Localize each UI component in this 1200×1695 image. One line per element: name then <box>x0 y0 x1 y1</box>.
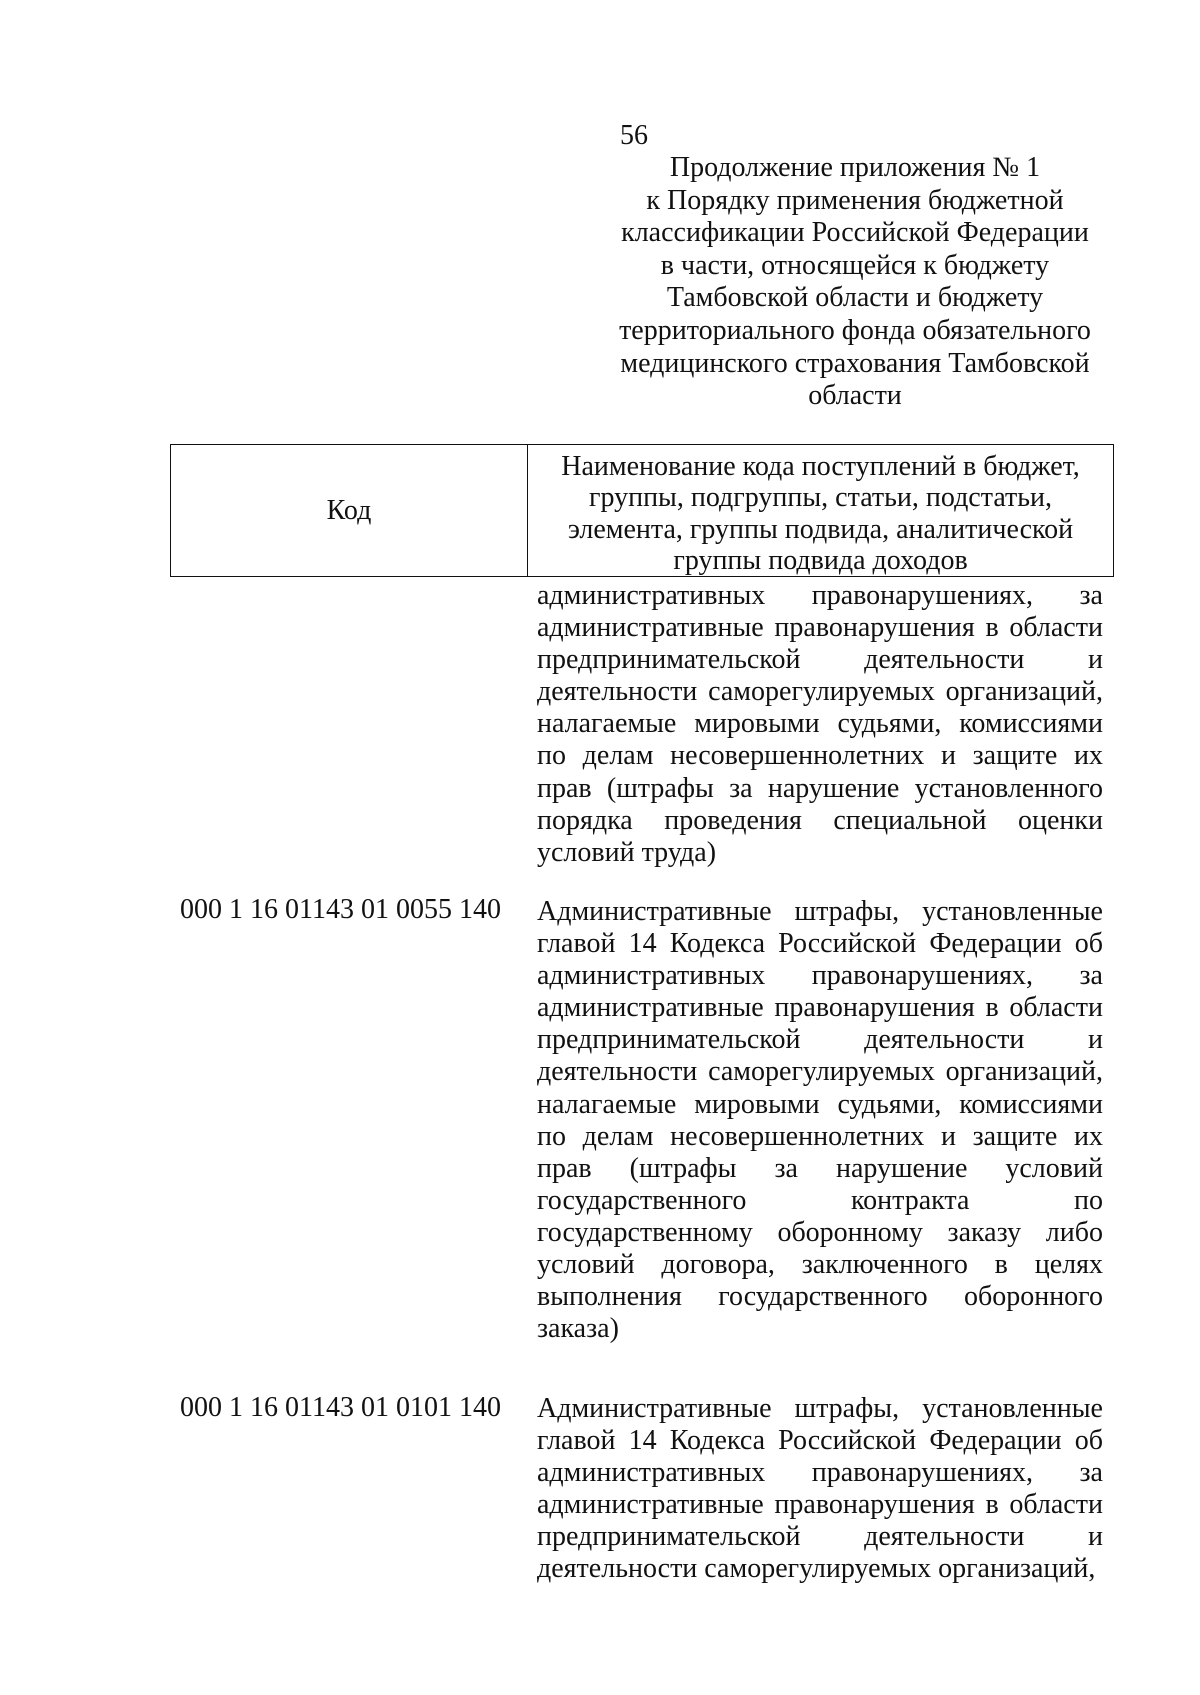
text-line: административные правонарушения в области <box>537 1489 1103 1521</box>
text-line: по делам несовершеннолетних и защите их <box>537 740 1103 772</box>
text-line: прав (штрафы за нарушение установленного <box>537 772 1103 804</box>
text-line: по делам несовершеннолетних и защите их <box>537 1120 1103 1152</box>
table-divider <box>170 576 527 577</box>
text-line: главой 14 Кодекса Российской Федерации об <box>537 1425 1103 1457</box>
header-name-line: элемента, группы подвида, аналитической <box>567 513 1074 545</box>
text-line: деятельности саморегулируемых организаций, <box>537 1056 1103 1088</box>
page-number: 56 <box>620 120 648 151</box>
text-line: административных правонарушениях, за <box>537 1457 1103 1489</box>
text-line: деятельности саморегулируемых организаций, <box>537 676 1103 708</box>
text-line: административные правонарушения в области <box>537 612 1103 644</box>
header-code-cell <box>171 445 528 576</box>
appendix-header-line: территориального фонда обязательного <box>619 314 1091 346</box>
header-name-line: Наименование кода поступлений в бюджет, <box>561 451 1080 482</box>
text-line: заказа) <box>537 1313 619 1345</box>
header-name-line: группы подвида доходов <box>673 545 968 577</box>
appendix-header-line: Продолжение приложения № 1 <box>669 152 1041 183</box>
appendix-header-line: Тамбовской области и бюджету <box>666 282 1044 314</box>
appendix-header-line: медицинского страхования Тамбовской <box>620 347 1090 379</box>
text-line: условий договора, заключенного в целях <box>537 1249 1103 1281</box>
continuation-description <box>537 580 1103 869</box>
appendix-header-line: классификации Российской Федерации <box>621 217 1089 249</box>
row-description <box>537 896 1103 1345</box>
text-line: государственному оборонному заказу либо <box>537 1216 1103 1248</box>
appendix-header-line: области <box>808 380 902 412</box>
text-line: прав (штрафы за нарушение условий <box>537 1152 1103 1184</box>
text-line: государственного контракта по <box>537 1184 1103 1216</box>
text-line: предпринимательской деятельности и <box>537 1024 1103 1056</box>
text-line: административные правонарушения в области <box>537 992 1103 1024</box>
appendix-header-line: в части, относящейся к бюджету <box>660 249 1050 281</box>
text-line: налагаемые мировыми судьями, комиссиями <box>537 708 1103 740</box>
text-line: выполнения государственного оборонного <box>537 1281 1103 1313</box>
table-header <box>170 444 1114 577</box>
text-line: предпринимательской деятельности и <box>537 1521 1103 1553</box>
appendix-header-line: к Порядку применения бюджетной <box>646 184 1064 216</box>
appendix-header <box>615 152 1095 413</box>
text-line: порядка проведения специальной оценки <box>537 804 1103 836</box>
text-line: предпринимательской деятельности и <box>537 644 1103 676</box>
row-code: 000 1 16 01143 01 0055 140 <box>180 894 501 925</box>
header-name-cell <box>528 445 1113 576</box>
text-line: административных правонарушениях, за <box>537 960 1103 992</box>
text-line: Административные штрафы, установленные <box>537 896 1103 927</box>
header-code-label: Код <box>326 494 372 526</box>
text-line: условий труда) <box>537 836 717 868</box>
row-description <box>537 1393 1103 1586</box>
text-line: деятельности саморегулируемых организаций, <box>537 1553 1096 1585</box>
text-line: административных правонарушениях, за <box>537 580 1103 611</box>
text-line: налагаемые мировыми судьями, комиссиями <box>537 1088 1103 1120</box>
text-line: главой 14 Кодекса Российской Федерации об <box>537 928 1103 960</box>
header-name-line: группы, подгруппы, статьи, подстатьи, <box>588 482 1053 514</box>
row-code: 000 1 16 01143 01 0101 140 <box>180 1392 501 1423</box>
text-line: Административные штрафы, установленные <box>537 1393 1103 1424</box>
